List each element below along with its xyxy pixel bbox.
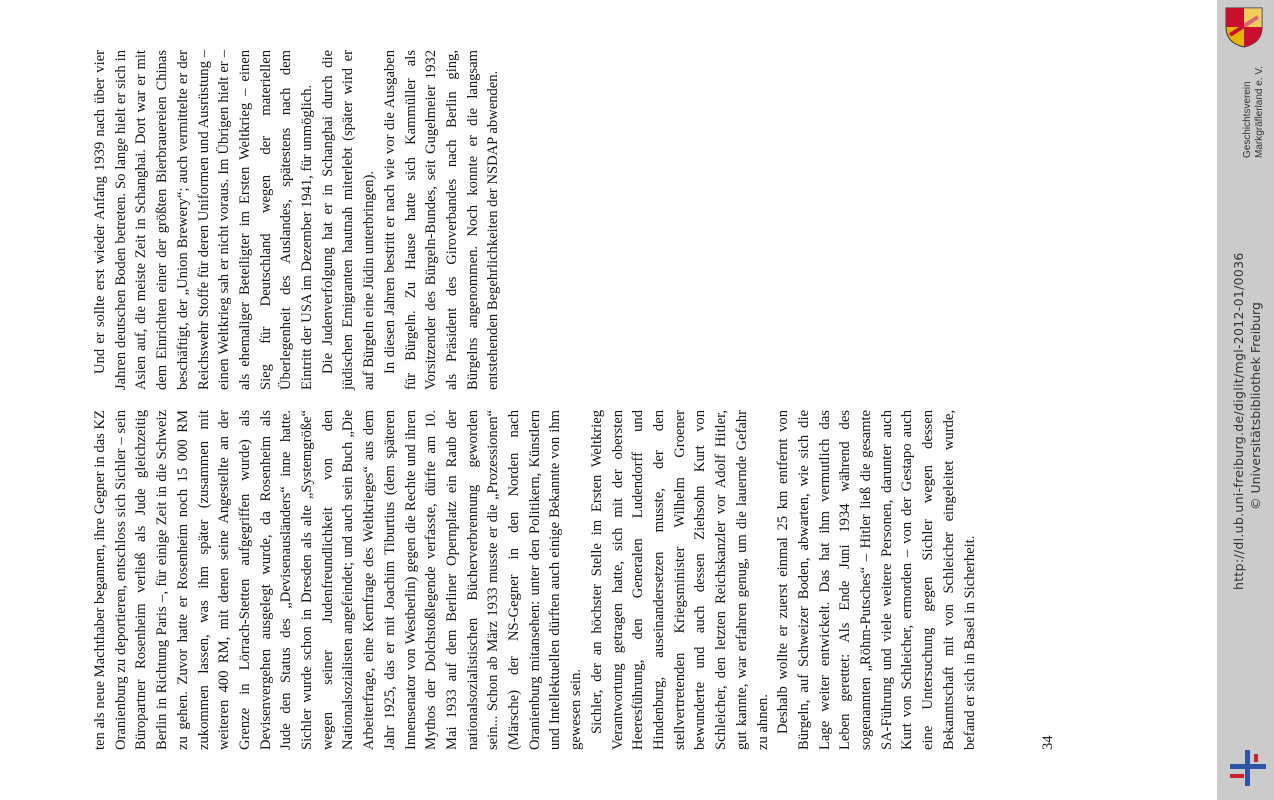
paragraph: Und er sollte erst wieder Anfang 1939 nach über vier Jahren deutschen Boden betreten. So lange hielt er sich in Asien auf, die meiste Zeit in Schanghai. Dort war er mit dem Einrichten einer der größten Bierbrauereien Chinas beschäftigt, der „Union Brewery“; auch vermittelte er der Reichswehr Stoffe für deren Uniformen und Ausrüstung – einen Weltkrieg sah er nicht voraus. Im Übrigen hielt er – als ehemaliger Beteiligter im Ersten Weltkrieg – einen Sieg für Deutschland wegen der materiellen Überlegenheit des Auslandes, spätestens nach dem Eintritt der USA im Dezember 1941, für unmöglich.: [92, 50, 316, 390]
page-number: 34: [1040, 735, 1056, 750]
coat-of-arms-icon: [1222, 5, 1266, 49]
text-body: [90, 50, 1020, 750]
rotated-page: [90, 50, 1090, 750]
paragraph: ten als neue Machthaber begannen, ihre Gegner in das KZ Oranienburg zu deportieren, entschloss sich Sichler – sein Büropartner Rosenheim verließ als Jude gleichzeitig Berlin in Richtung Paris –, für einige Zeit in die Schweiz zu gehen. Zuvor hatte er Rosenheim noch 15 000 RM zukommen lassen, was ihm später (zusammen mit weiteren 400 RM, mit denen seine Angestellte an der Grenze in Lörrach-Stetten aufgegriffen wurde) als Devisenvergehen ausgelegt wurde, da Rosenheim als Jude den Status des „Devisenausländers“ inne hatte. Sichler wurde schon in Dresden als alte „Systemgröße“ wegen seiner Judenfreundlichkeit von den Nationalsozialisten angefeindet; und auch sein Buch „Die Arbeiterfrage, eine Kernfrage des Weltkrieges“ aus dem Jahr 1925, das er mit Joachim Tiburtius (dem späteren Innensenator von Westberlin) gegen die Rechte und ihren Mythos der Dolchstoßlegende verfasste, dürfte am 10. Mai 1933 auf dem Berliner Opernplatz ein Raub der nationalsozialistischen Bücherverbrennung geworden sein... Schon ab März 1933 musste er die „Prozessionen“ (Märsche) der NS-Gegner in den Norden nach Oranienburg mitansehen: unter den Politikern, Künstlern und Intellektuellen dürften auch einige Bekannte von ihm gewesen sein.: [92, 410, 585, 750]
society-name-line2: Markgräflerland e. V.: [1254, 66, 1265, 158]
paragraph: Die Judenverfolgung hat er in Schanghai durch die jüdischen Emigranten hautnah miterlebt (später wird er auf Bürgeln eine Jüdin unterbringen).: [319, 50, 378, 390]
paragraph: Deshalb wollte er zuerst einmal 25 km entfernt von Bürgeln, auf Schweizer Boden, abwarten, wie sich die Lage weiter entwickelt. Das hat ihm vermutlich das Leben gerettet: Als Ende Juni 1934 während des sogenannten „Röhm-Putsches“ – Hitler ließ die gesamte SA-Führung und viele weitere Personen, darunter auch Kurt von Schleicher, ermorden – von der Gestapo auch eine Untersuchung gegen Sichler wegen dessen Bekanntschaft mit von Schleicher eingeleitet wurde, befand er sich in Basel in Sicherheit.: [775, 410, 978, 750]
copyright-notice: © Universitätsbibliothek Freiburg: [1248, 302, 1263, 510]
source-url-link[interactable]: http://dl.ub.uni-freiburg.de/diglit/mgl-2012-01/0036: [1231, 252, 1246, 590]
ub-freiburg-logo-icon: [1226, 746, 1270, 790]
paragraph: In diesen Jahren bestritt er nach wie vor die Ausgaben für Bürgeln. Zu Hause hatte sich Kammüller als Vorsitzender des Bürgeln-Bundes, seit Gugelmeier 1932 als Präsident des Giroverbandes nach Berlin ging, Bürgelns angenommen. Noch konnte er die langsam entstehenden Begehrlichkeiten der NSDAP abwenden.: [381, 50, 502, 390]
society-name-line1: Geschichtsverein: [1242, 81, 1253, 158]
paragraph: Sichler, der an höchster Stelle im Ersten Weltkrieg Verantwortung getragen hatte, sich mit der obersten Heeresführung, den Generalen Ludendorff und Hindenburg, auseinandersetzen musste, der den stellvertretenden Kriegsminister Wilhelm Groener bewunderte und auch dessen Ziehsohn Kurt von Schleicher, den letzten Reichskanzler vor Adolf Hitler, gut kannte, war erfahren genug, um die lauernde Gefahr zu ahnen.: [588, 410, 771, 750]
page-content: [90, 50, 1090, 750]
